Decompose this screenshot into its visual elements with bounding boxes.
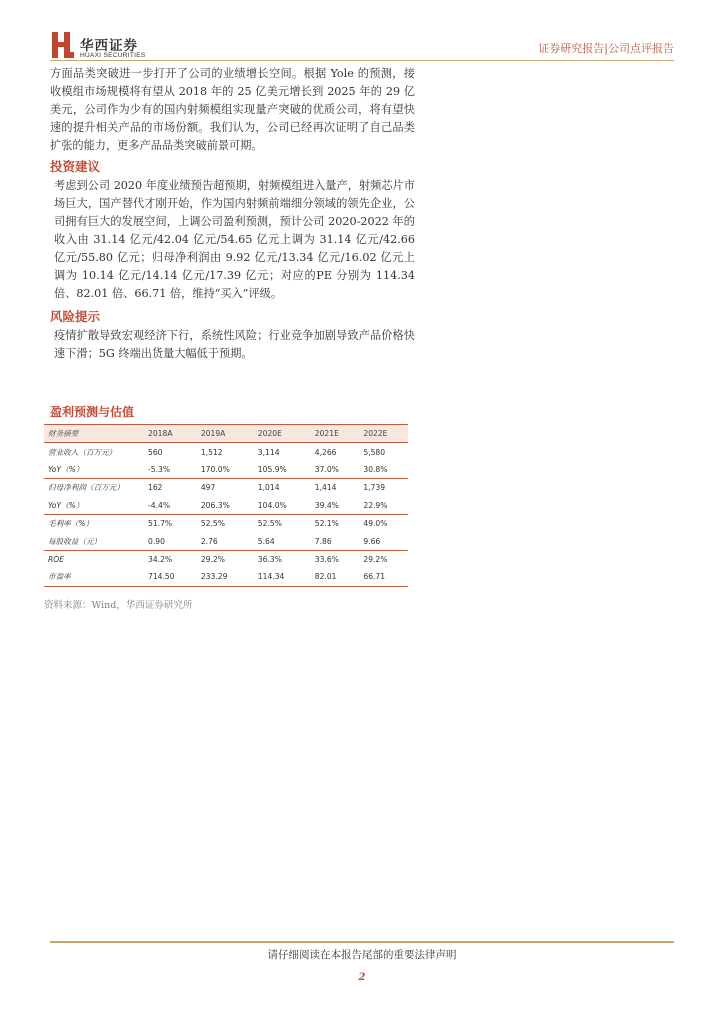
- table-cell: 170.0%: [197, 461, 254, 479]
- table-cell: 9.66: [359, 532, 408, 550]
- financial-forecast-table: [44, 424, 408, 587]
- table-cell: 5.64: [254, 532, 311, 550]
- table-cell: 22.9%: [359, 497, 408, 515]
- table-header-row: [44, 425, 408, 443]
- table-cell: 162: [148, 483, 163, 493]
- table-cell: 714.50: [144, 568, 197, 586]
- table-cell: 29.2%: [200, 554, 225, 564]
- intro-paragraph: 方面品类突破进一步打开了公司的业绩增长空间。根据 Yole 的预测，接收模组市场规模将有望从 2018 年的 25 亿美元增长到 2025 年的 29 亿美元，公司作为少有的国内射频模组实现量产突破的优质公司，将有望快速的提升相关产品的市场份额。我们认为，公司已经再次证明了自己品类扩张的能力，更多产品品类突破前景可期。: [50, 67, 415, 152]
- table-cell: 233.29: [197, 568, 254, 586]
- table-cell: 49.0%: [363, 519, 388, 529]
- table-cell: 0.90: [144, 532, 197, 550]
- table-title: 盈利预测与估值: [50, 405, 135, 419]
- table-row-label: 市盈率: [44, 568, 144, 586]
- table-row-label: 归母净利润（百万元）: [48, 483, 124, 493]
- page-header: [0, 0, 724, 66]
- table-cell: 36.3%: [257, 554, 282, 564]
- table-row: [44, 532, 408, 550]
- table-cell: 3,114: [257, 447, 280, 457]
- risk-title: 风险提示: [50, 309, 101, 324]
- risk-body: 疫情扩散导致宏观经济下行，系统性风险；行业竞争加剧导致产品价格快速下滑；5G 终端出货量大幅低于预期。: [54, 329, 415, 360]
- table-row: [44, 443, 408, 461]
- table-cell: 52.5%: [257, 519, 282, 529]
- table-cell: 1,014: [257, 483, 280, 493]
- table-cell: 37.0%: [311, 461, 360, 479]
- table-row-label: YoY（%）: [44, 461, 144, 479]
- table-cell: 104.0%: [254, 497, 311, 515]
- table-cell: 51.7%: [148, 519, 173, 529]
- table-cell: 1,739: [363, 483, 386, 493]
- table-cell: 7.86: [311, 532, 360, 550]
- huaxi-logo-icon: [50, 30, 76, 60]
- table-cell: 497: [200, 483, 216, 493]
- table-cell: -4.4%: [144, 497, 197, 515]
- table-cell: 4,266: [314, 447, 337, 457]
- logo-chinese-name: 华西证券: [80, 38, 138, 54]
- table-cell: 34.2%: [148, 554, 173, 564]
- table-row-label: 毛利率（%）: [48, 519, 94, 529]
- table-cell: 52.5%: [200, 519, 225, 529]
- table-cell: 5,580: [363, 447, 386, 457]
- header-divider: [50, 60, 674, 61]
- table-cell: 560: [148, 447, 163, 457]
- table-header-cell: 2022E: [363, 429, 388, 439]
- table-cell: 82.01: [311, 568, 360, 586]
- table-row: [44, 514, 408, 532]
- table-row: [44, 568, 408, 586]
- data-source-note: 资料来源：Wind，华西证券研究所: [44, 600, 193, 611]
- table-header-cell: 2020E: [257, 429, 282, 439]
- table-cell: 52.1%: [314, 519, 339, 529]
- table-row-label: 每股收益（元）: [44, 532, 144, 550]
- report-type-label: 证券研究报告|公司点评报告: [538, 42, 674, 55]
- table-cell: 39.4%: [311, 497, 360, 515]
- table-cell: 1,512: [200, 447, 223, 457]
- table-row: [44, 550, 408, 568]
- table-cell: 105.9%: [254, 461, 311, 479]
- table-row-label: ROE: [48, 554, 65, 564]
- table-row-label: YoY（%）: [44, 497, 144, 515]
- table-cell: 1,414: [314, 483, 337, 493]
- table-row: [44, 497, 408, 515]
- footer-divider: [50, 941, 674, 943]
- table-header-cell: 2018A: [148, 429, 173, 439]
- invest-advice-body: 考虑到公司 2020 年度业绩预告超预期，射频模组进入量产，射频芯片市场巨大，国产替代才刚开始，作为国内射频前端细分领域的领先企业，公司拥有巨大的发展空间，上调公司盈利预测，预计公司 2020-2022 年的收入由 31.14 亿元/42.04 亿元/54.65 亿元上调为 31.14 亿元/42.66 亿元/55.80 亿元；归母净利润由 9.92 亿元/13.34 亿元/16.02 亿元上调为 10.14 亿元/14.14 亿元/17.39 亿元；对应的PE 分别为 114.34 倍、82.01 倍、66.71 倍，维持“买入”评级。: [54, 179, 415, 300]
- table-row-label: 营业收入（百万元）: [48, 447, 117, 457]
- table-cell: 30.8%: [359, 461, 408, 479]
- table-cell: 33.6%: [314, 554, 339, 564]
- table-cell: 206.3%: [197, 497, 254, 515]
- table-cell: 114.34: [254, 568, 311, 586]
- invest-advice-title: 投资建议: [50, 159, 101, 174]
- logo-english-name: HUAXI SECURITIES: [80, 52, 146, 59]
- main-content: [50, 65, 415, 363]
- table-cell: -5.3%: [144, 461, 197, 479]
- table-header-cell: 2019A: [200, 429, 226, 439]
- table-cell: 66.71: [359, 568, 408, 586]
- table-cell: 29.2%: [363, 554, 388, 564]
- table-header-cell: 财务摘要: [48, 429, 79, 439]
- page-number: 2: [358, 972, 366, 983]
- legal-disclaimer-link: 请仔细阅读在本报告尾部的重要法律声明: [267, 949, 457, 961]
- table-row: [44, 461, 408, 479]
- table-cell: 2.76: [197, 532, 254, 550]
- table-row: [44, 479, 408, 497]
- table-header-cell: 2021E: [314, 429, 339, 439]
